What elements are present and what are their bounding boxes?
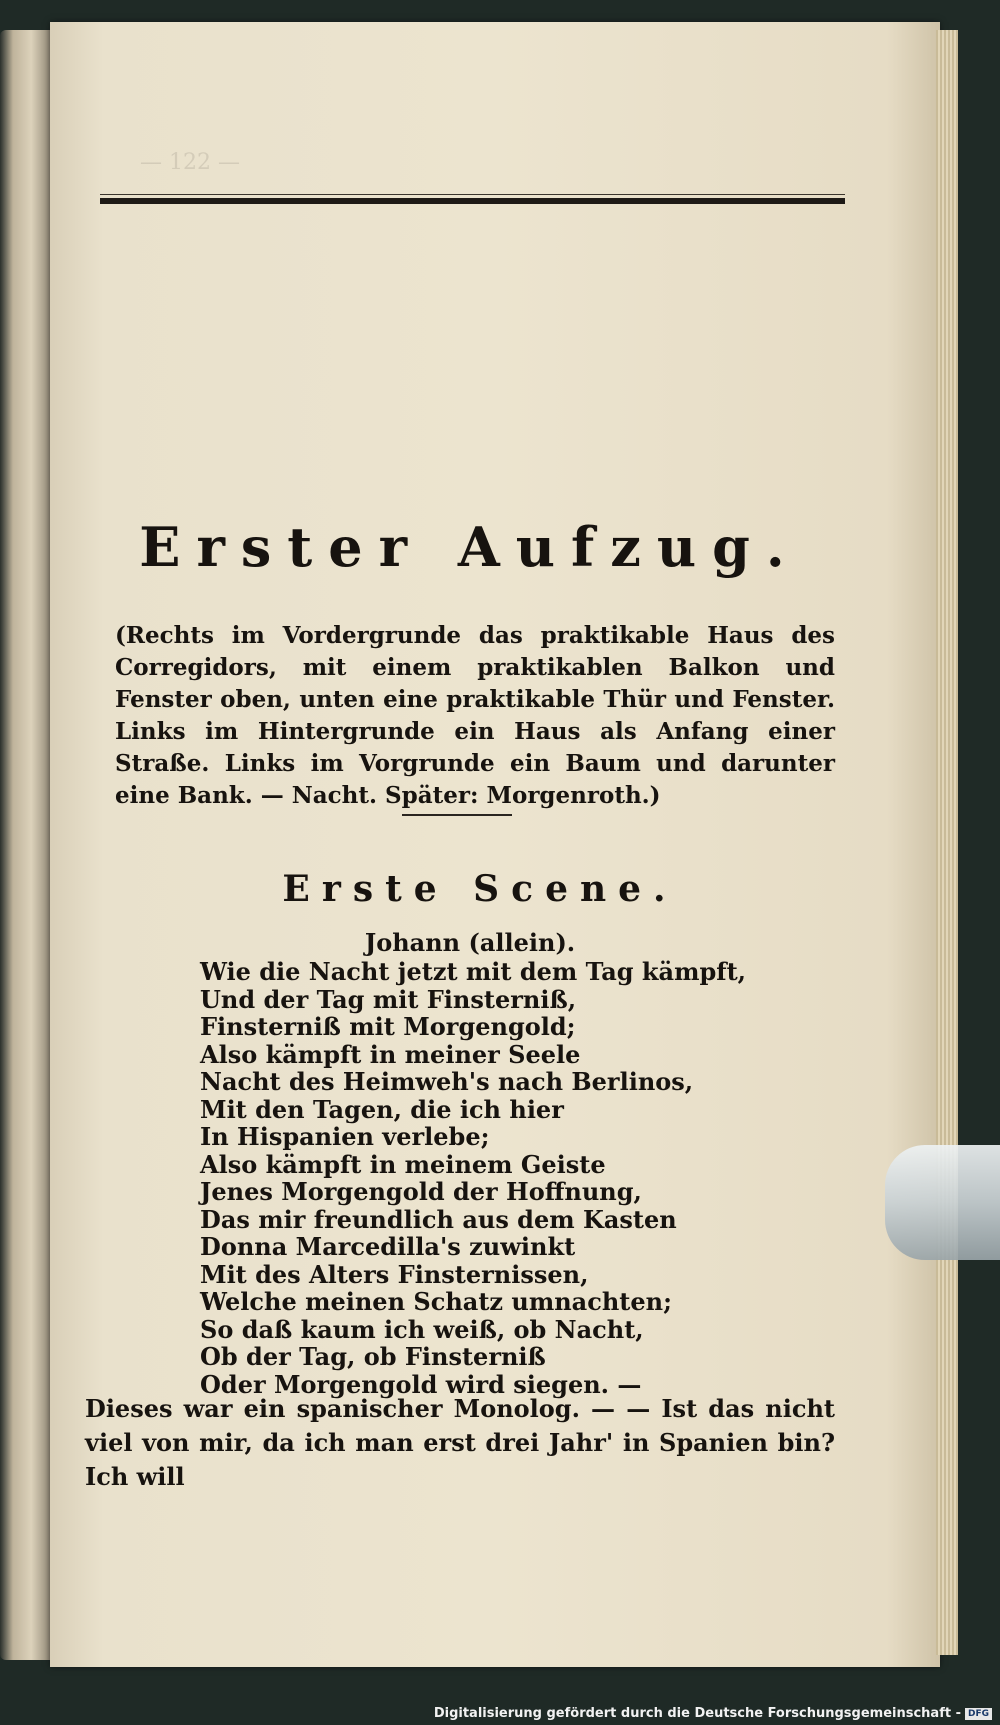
verse-line: Welche meinen Schatz umnachten;	[200, 1287, 672, 1316]
header-thin-rule	[100, 194, 845, 195]
verse-line: Wie die Nacht jetzt mit dem Tag kämpft,	[200, 957, 747, 986]
verse-line: Mit des Alters Finsternissen,	[200, 1259, 589, 1289]
verse-line: Also kämpft in meiner Seele	[200, 1039, 581, 1069]
verse-line: Und der Tag mit Finsterniß,	[200, 984, 577, 1014]
page-clip	[885, 1145, 1000, 1260]
stage-direction: (Rechts im Vordergrunde das praktikable Haus des Corregidors, mit einem praktikablen Balkon und Fenster oben, unten eine praktikable Thür und Fenster. Links im Hintergrunde ein Haus als Anfang einer Straße. Links im Vorgrunde ein Baum und darunter eine Bank. — Nacht. Später: Morgenroth.)	[115, 622, 835, 809]
verse-line: Mit den Tagen, die ich hier	[200, 1094, 564, 1124]
scene-title: Erste Scene.	[282, 868, 678, 910]
digitization-credit	[434, 1706, 992, 1721]
verse-line: Das mir freundlich aus dem Kasten	[200, 1204, 677, 1234]
credit-text: Digitalisierung gefördert durch die Deutsche Forschungsgemeinschaft -	[433, 1706, 961, 1721]
verse-line: Ob der Tag, ob Finsterniß	[200, 1342, 546, 1371]
verse-line: Donna Marcedilla's zuwinkt	[200, 1232, 576, 1261]
book-left-edge	[0, 30, 52, 1660]
verse-block	[200, 958, 746, 1398]
verse-line: In Hispanien verlebe;	[200, 1122, 490, 1151]
prose-paragraph: Dieses war ein spanischer Monolog. — — Ist das nicht viel von mir, da ich man erst drei Jahr' in Spanien bin? Ich will	[85, 1394, 835, 1491]
verse-line: Oder Morgengold wird siegen. —	[200, 1369, 642, 1399]
act-title: Erster Aufzug.	[139, 515, 801, 579]
dfg-logo: DFG	[965, 1708, 992, 1720]
speaker-line: Johann (allein).	[364, 928, 576, 957]
verse-line: Also kämpft in meinem Geiste	[200, 1149, 606, 1179]
header-rule	[100, 198, 845, 204]
verse-line: Finsterniß mit Morgengold;	[200, 1012, 576, 1041]
page-stack-edge	[936, 30, 958, 1655]
page-number: — 122 —	[140, 150, 240, 175]
verse-line: Jenes Morgengold der Hoffnung,	[200, 1177, 642, 1206]
verse-line: Nacht des Heimweh's nach Berlinos,	[200, 1067, 694, 1096]
section-divider	[402, 814, 512, 816]
verse-line: So daß kaum ich weiß, ob Nacht,	[200, 1314, 644, 1344]
